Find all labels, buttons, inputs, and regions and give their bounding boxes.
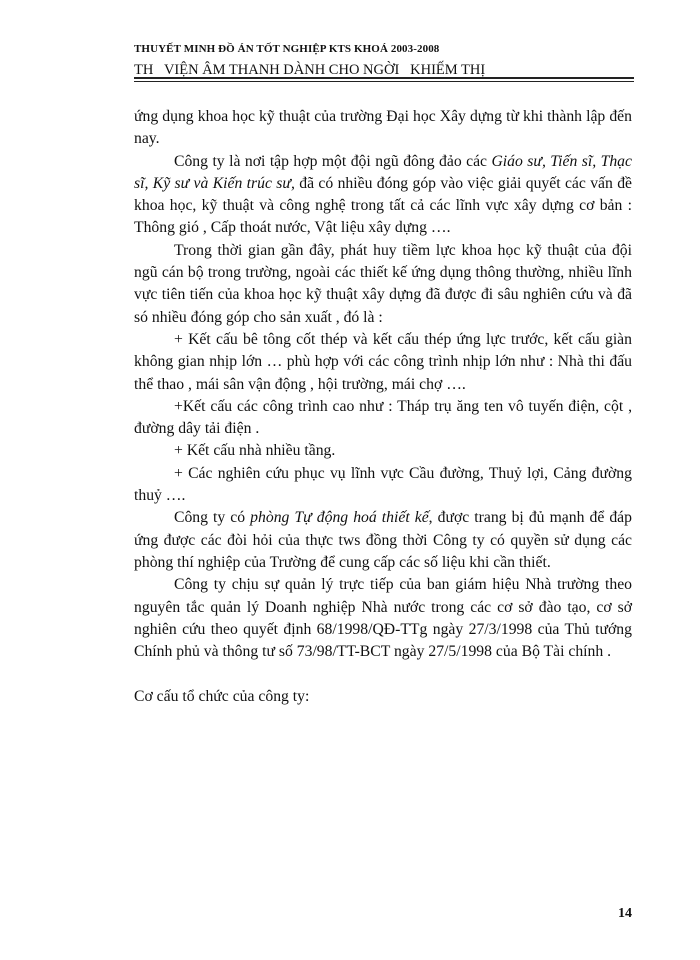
paragraph-automation-lead: Công ty có [174, 509, 251, 527]
header-subtitle: TH VIỆN ÂM THANH DÀNH CHO NGỜI KHIẾM THỊ [134, 62, 486, 78]
list-item-tall-structures: +Kết cấu các công trình cao như : Tháp trụ ăng ten vô tuyến điện, cột , đường dây tải điện . [134, 397, 632, 438]
page-number: 14 [618, 906, 632, 921]
paragraph-org-structure: Cơ cấu tổ chức của công ty: [134, 688, 310, 706]
list-item-prestressed: + Kết cấu bê tông cốt thép và kết cấu thép ứng lực trước, kết cấu giàn không gian nhịp lớn … phù hợp với các công trình nhịp lớn như : Nhà thi đấu thể thao , mái sân vận động , hội trường, mái chợ …. [134, 330, 632, 393]
paragraph-staff-titles: Giáo sư, Tiến sĩ, Thạc sĩ, Kỹ sư và Kiến trúc sư, [134, 152, 632, 192]
paragraph-automation-rest: , được trang bị đủ mạnh để đáp ứng được các đòi hỏi của thực tws đồng thời Công ty có quyền sử dụng các phòng thí nghiệp của Trường để cung cấp các số liệu khi cần thiết. [134, 509, 632, 571]
header-title: THUYẾT MINH ĐỒ ÁN TỐT NGHIỆP KTS KHOÁ 2003-2008 [134, 43, 440, 55]
paragraph-staff-lead: Công ty là nơi tập hợp một đội ngũ đông đảo các [174, 152, 492, 170]
body-text [134, 106, 632, 709]
document-header [134, 42, 634, 79]
header-rule [134, 77, 634, 79]
paragraph-automation [134, 507, 632, 574]
paragraph-management: Công ty chịu sự quản lý trực tiếp của ban giám hiệu Nhà trường theo nguyên tắc quản lý Doanh nghiệp Nhà nước trong các cơ sở đào tạo, cơ sở nghiên cứu theo quyết định 68/1998/QĐ-TTg ngày 27/3/1998 của Thủ tướng Chính phủ và thông tư số 73/98/TT-BCT ngày 27/5/1998 của Bộ Tài chính . [134, 576, 632, 661]
paragraph-automation-dept: phòng Tự động hoá thiết kế [250, 509, 429, 527]
header-rule-thin [134, 81, 634, 82]
paragraph-intro: ứng dụng khoa học kỹ thuật của trường Đại học Xây dựng từ khi thành lập đến nay. [134, 108, 632, 148]
list-item-multistorey: + Kết cấu nhà nhiều tầng. [174, 442, 336, 460]
paragraph-research: Trong thời gian gần đây, phát huy tiềm lực khoa học kỹ thuật của đội ngũ cán bộ trong trường, ngoài các thiết kế ứng dụng thông thường, nhiều lĩnh vực tiên tiến của khoa học kỹ thuật xây dựng đã được đi sâu nghiên cứu và đã só nhiều đóng góp cho sản xuất , đó là : [134, 241, 632, 326]
list-item-infrastructure: + Các nghiên cứu phục vụ lĩnh vực Cầu đường, Thuỷ lợi, Cảng đường thuỷ …. [134, 464, 632, 505]
paragraph-staff [134, 151, 632, 240]
paragraph-gap [134, 663, 632, 686]
paragraph-staff-rest: đã có nhiều đóng góp vào việc giải quyết các vấn đề khoa học, kỹ thuật và công nghệ trong tất cả các lĩnh vực xây dựng cơ bản : Thông gió , Cấp thoát nước, Vật liệu xây dựng …. [134, 174, 633, 237]
